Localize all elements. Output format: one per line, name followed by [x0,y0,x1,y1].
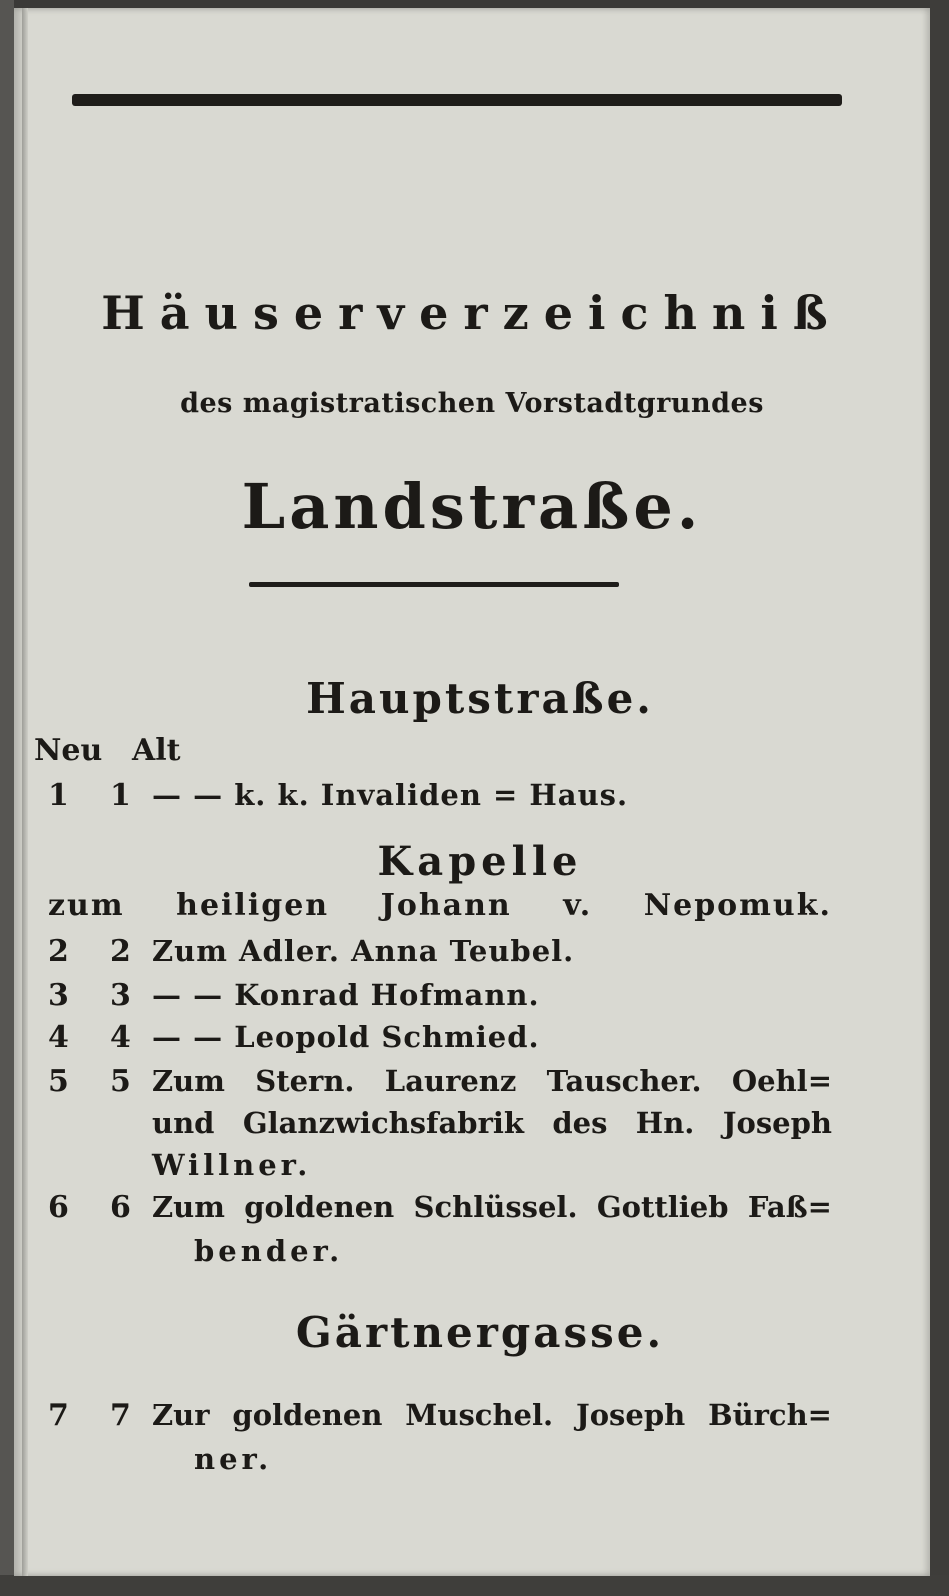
entry-word: Joseph [575,1398,686,1432]
number-alt: 1 [110,778,131,813]
entry-word: Schlüssel. [413,1190,578,1224]
entry-text: — — Konrad Hofmann. [152,978,540,1012]
number-alt: 4 [110,1020,131,1055]
section-heading-hauptstrasse: Hauptstraße. [306,674,654,723]
chapel-word: v. [563,888,593,923]
entry-word: Tauscher. [546,1064,702,1098]
entry-word: Zur [152,1398,210,1432]
entry-text: — — Leopold Schmied. [152,1020,540,1054]
number-neu: 7 [48,1398,69,1433]
house-entry-1 [14,778,930,822]
place-name: Landstraße. [241,470,703,543]
section-heading-gaertnergasse: Gärtnergasse. [295,1308,665,1357]
entry-line: ner. [194,1442,273,1476]
house-entry-6 [14,1190,930,1280]
chapel-word: zum [48,888,125,923]
entry-word: und [152,1106,215,1140]
entry-text: Zum Adler. Anna Teubel. [152,934,575,968]
entry-word: Stern. [255,1064,355,1098]
scan-border-bottom [0,1575,949,1596]
chapel-word: heiligen [176,888,330,923]
house-entry-7 [14,1398,930,1488]
chapel-dedication [48,888,832,923]
number-alt: 3 [110,978,131,1013]
entry-word: goldenen [232,1398,383,1432]
entry-line: Willner. [152,1148,312,1182]
entry-word: Zum [152,1064,225,1098]
entry-word: Hn. [635,1106,695,1140]
entry-line: bender. [194,1234,344,1268]
scan-border-left [0,0,14,1596]
house-entry-4 [14,1020,930,1064]
number-neu: 5 [48,1064,69,1099]
number-neu: 6 [48,1190,69,1225]
entry-word: Bürch= [708,1398,832,1432]
house-entry-5 [14,1064,930,1194]
number-neu: 2 [48,934,69,969]
number-neu: 3 [48,978,69,1013]
entry-word: Zum [152,1190,225,1224]
page-subtitle: des magistratischen Vorstadtgrundes [180,388,764,419]
number-neu: 4 [48,1020,69,1055]
entry-word: goldenen [244,1190,395,1224]
entry-text: — — k. k. Invaliden = Haus. [152,778,629,812]
entry-line [152,1190,832,1224]
entry-word: des [552,1106,608,1140]
entry-line [152,1064,832,1098]
entry-word: Muschel. [405,1398,554,1432]
chapel-heading: Kapelle [377,838,583,885]
house-entry-3 [14,978,930,1022]
entry-word: Oehl= [731,1064,832,1098]
entry-word: Faß= [747,1190,832,1224]
entry-word: Joseph [722,1106,832,1140]
house-entry-2 [14,934,930,978]
chapel-word: Johann [380,888,512,923]
book-page [14,8,930,1576]
column-header-neu: Neu [34,733,103,768]
number-alt: 2 [110,934,131,969]
number-alt: 6 [110,1190,131,1225]
number-neu: 1 [48,778,69,813]
entry-line [152,1106,832,1140]
entry-word: Glanzwichsfabrik [242,1106,524,1140]
entry-line [152,1398,832,1432]
number-alt: 5 [110,1064,131,1099]
column-header-alt: Alt [132,733,181,768]
top-rule [72,94,842,106]
entry-word: Laurenz [384,1064,517,1098]
chapel-word: Nepomuk. [643,888,832,923]
entry-word: Gottlieb [596,1190,729,1224]
number-alt: 7 [110,1398,131,1433]
page-title: Häuserverzeichniß [101,286,843,340]
section-rule [249,582,619,587]
